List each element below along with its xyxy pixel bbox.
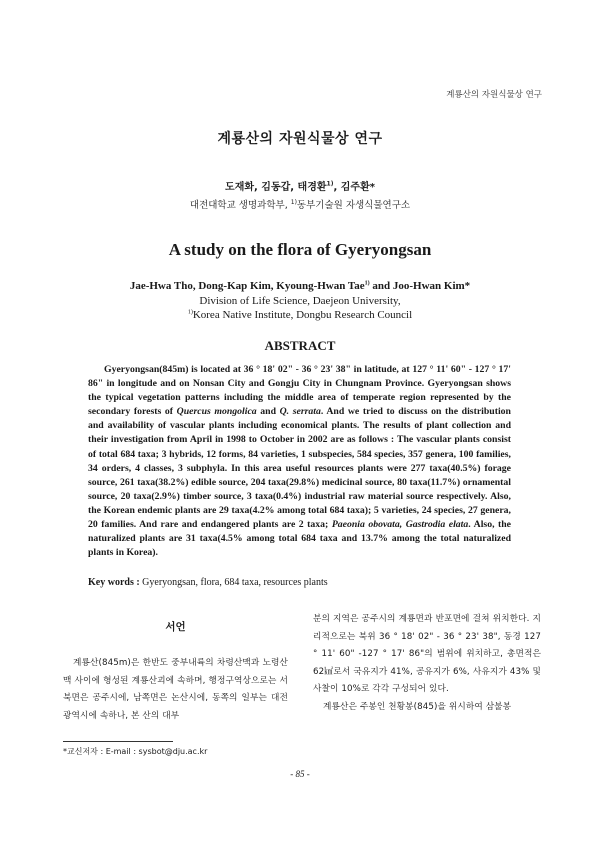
- korean-title: 계룡산의 자원식물상 연구: [217, 131, 383, 147]
- intro-right-column: [313, 611, 541, 717]
- running-head: 계룡산의 자원식물상 연구: [446, 90, 542, 100]
- abstract-heading: ABSTRACT: [264, 338, 336, 353]
- abstract-text: Gyeryongsan(845m) is located at 36 ° 18' 02" - 36 ° 23' 38" in latitude, at 127 ° 11' 60" - 127 ° 17' 86" in longitude and on Nonsan City and Gongju City in Chungnam Province. Gyeryongsan shows the typical vegetation patterns including the middle area of temperate region represented by the secondary forests of Quercus mongolica and Q. serrata. And we tried to discuss on the distribution and availability of vascular plants including economical plants. The results of plant collection and their investigation from April in 1998 to October in 2002 are as follows : The vascular plants consist of total 684 taxa; 3 hybrids, 12 forms, 84 varieties, 1 subspecies, 584 species, 357 genera, 100 families, 34 orders, 4 classes, 3 subphyla. In this area useful resources plants were 277 taxa(40.5%) forage source, 261 taxa(38.2%) edible source, 204 taxa(29.8%) medicinal source, 80 taxa(11.7%) ornamental source, 20 taxa(2.9%) timber source, 3 taxa(0.4%) industrial raw material source respectively. Also, the Korean endemic plants are 29 taxa(4.2% among total 684 taxa); 5 varieties, 24 species, 27 genera, 20 families. And rare and endangered plants are 2 taxa; Paeonia obovata, Gastrodia elata. Also, the naturalized plants are 31 taxa(4.5% among total 684 taxa and 13.7% among the total naturalized plants in Korea).: [88, 364, 511, 559]
- intro-paragraph: 계룡산(845m)은 한반도 중부내륙의 차령산맥과 노령산맥 사이에 형성된 계룡산괴에 속하며, 행정구역상으로는 서북면은 공주시에, 남쪽면은 논산시에, 동쪽의 일부는 대전광역시에 속하나, 본 산의 대부: [63, 658, 288, 721]
- english-affiliation-line2: $^{1)}$Korea Native Institute, Dongbu Research Council: [187, 309, 413, 321]
- korean-authors: 도재화, 김동갑, 태경환$^{1)}$, 김주환*: [225, 180, 375, 193]
- keywords: Key words : Gyeryongsan, flora, 684 taxa, resources plants: [88, 577, 328, 588]
- intro-left-column: [63, 619, 288, 725]
- intro-heading: 서언: [165, 621, 186, 633]
- english-authors: Jae-Hwa Tho, Dong-Kap Kim, Kyoung-Hwan Tae$^{1)}$ and Joo-Hwan Kim*: [129, 280, 471, 292]
- footnote-divider: [63, 741, 173, 742]
- korean-affiliation: 대전대학교 생명과학부, $^{1)}$동부기술원 자생식물연구소: [189, 198, 411, 211]
- english-title: A study on the flora of Gyeryongsan: [168, 240, 432, 259]
- corresponding-author-footnote: *교신저자 : E-mail : sysbot@dju.ac.kr: [63, 747, 208, 756]
- page-number: - 85 -: [290, 769, 310, 779]
- intro-paragraph-2: 계룡산은 주봉인 천황봉(845)을 위시하여 삼불봉: [323, 701, 512, 712]
- intro-paragraph-continued: 분의 지역은 공주시의 계룡면과 반포면에 걸쳐 위치한다. 지리적으로는 북위 36 ° 18' 02" - 36 ° 23' 38", 동경 127 ° 11' 60" -127 ° 17' 86"의 범위에 위치하고, 총면적은 62㎢로서 국유지가 41%, 공유지가 6%, 사유지가 43% 및 사찰이 10%로 각각 구성되어 있다.: [313, 614, 541, 695]
- english-affiliation-line1: Division of Life Science, Daejeon University,: [199, 295, 401, 307]
